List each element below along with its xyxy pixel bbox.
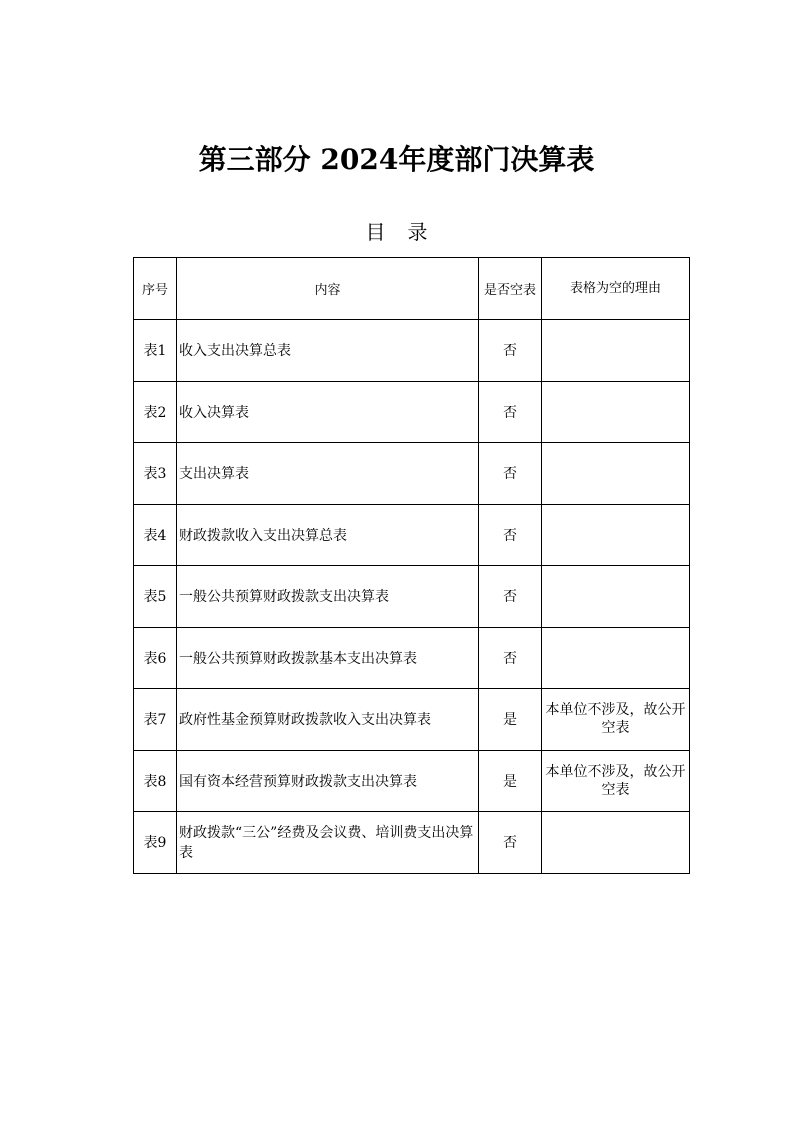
table-row [134,627,690,689]
row-content: 政府性基金预算财政拨款收入支出决算表 [177,689,479,751]
row-empty-flag: 否 [479,381,542,443]
table-row [134,689,690,751]
row-content: 一般公共预算财政拨款支出决算表 [177,566,479,628]
row-content: 一般公共预算财政拨款基本支出决算表 [177,627,479,689]
row-number: 表6 [134,627,177,689]
row-empty-flag: 否 [479,443,542,505]
row-empty-flag: 是 [479,689,542,751]
row-reason [542,443,690,505]
row-empty-flag: 是 [479,750,542,812]
row-content: 收入支出决算总表 [177,320,479,382]
row-reason: 本单位不涉及，故公开空表 [542,750,690,812]
row-reason [542,381,690,443]
header-no: 序号 [134,258,177,320]
table-row [134,750,690,812]
header-content: 内容 [177,258,479,320]
row-number: 表2 [134,381,177,443]
row-content: 收入决算表 [177,381,479,443]
row-empty-flag: 否 [479,504,542,566]
table-row [134,443,690,505]
row-number: 表9 [134,812,177,874]
row-number: 表1 [134,320,177,382]
row-reason [542,566,690,628]
row-number: 表3 [134,443,177,505]
table-row [134,381,690,443]
row-reason [542,812,690,874]
table-header [134,258,690,320]
row-empty-flag: 否 [479,627,542,689]
table-row [134,320,690,382]
row-reason: 本单位不涉及，故公开空表 [542,689,690,751]
table-row [134,566,690,628]
table-row [134,812,690,874]
row-empty-flag: 否 [479,812,542,874]
row-number: 表7 [134,689,177,751]
page-title: 第三部分 2024年度部门决算表 [198,143,595,176]
row-content: 国有资本经营预算财政拨款支出决算表 [177,750,479,812]
row-number: 表4 [134,504,177,566]
row-empty-flag: 否 [479,566,542,628]
toc-table [133,257,690,874]
row-reason [542,320,690,382]
row-reason [542,504,690,566]
toc-heading: 目录 [365,220,450,244]
header-reason: 表格为空的理由 [542,258,690,320]
row-reason [542,627,690,689]
row-number: 表5 [134,566,177,628]
row-content: 财政拨款收入支出决算总表 [177,504,479,566]
header-empty: 是否空表 [479,258,542,320]
row-number: 表8 [134,750,177,812]
row-empty-flag: 否 [479,320,542,382]
row-content: 财政拨款“三公”经费及会议费、培训费支出决算表 [177,812,479,874]
row-content: 支出决算表 [177,443,479,505]
table-row [134,504,690,566]
